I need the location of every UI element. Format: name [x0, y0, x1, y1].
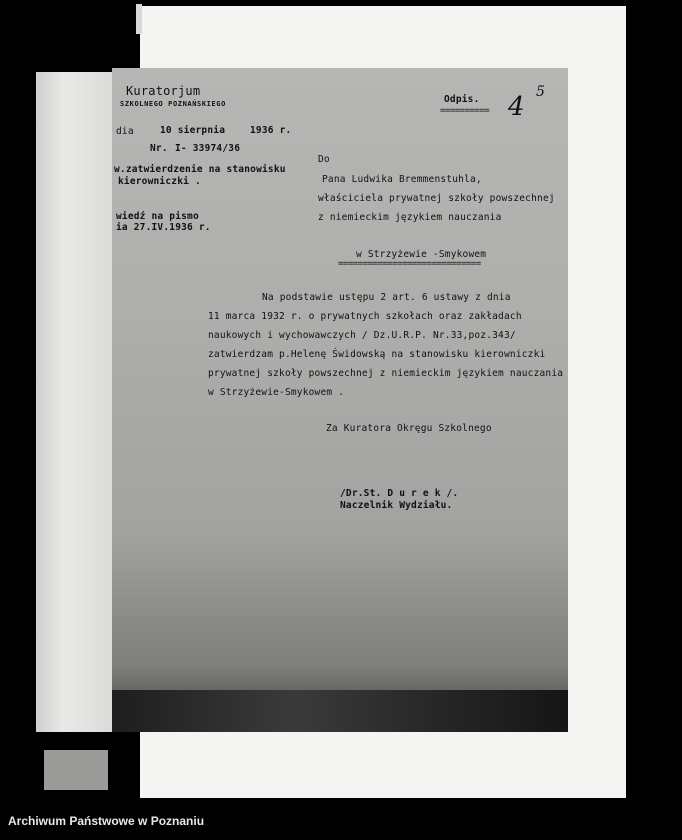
copy-mark: Odpis.: [444, 94, 480, 105]
background-sheet-edge: [136, 4, 142, 34]
subject-line-1: w.zatwierdzenie na stanowisku: [114, 164, 286, 175]
closing-line: Za Kuratora Okręgu Szkolnego: [326, 423, 492, 434]
archive-footer: Archiwum Państwowe w Poznaniu: [8, 814, 205, 828]
left-paper-strip: [36, 72, 114, 732]
left-strip-foot: [44, 750, 108, 790]
subject-line-2: kierowniczki .: [118, 176, 201, 187]
reference-number: I- 33974/36: [175, 143, 241, 154]
reply-reference-1: wiedź na pismo: [116, 211, 199, 222]
place-underline: =============================: [338, 259, 481, 269]
body-line-2: 11 marca 1932 r. o prywatnych szkołach oraz zakładach: [208, 311, 522, 322]
signature-name: /Dr.St. D u r e k /.: [340, 488, 459, 499]
copy-mark-underline: ==========: [440, 106, 490, 116]
reply-reference-2: ia 27.IV.1936 r.: [116, 222, 211, 233]
recipient-to: Do: [318, 154, 330, 165]
institution-subtitle: SZKOLNEGO POZNAŃSKIEGO: [120, 100, 226, 108]
body-line-4: zatwierdzam p.Helenę Świdowską na stanowisku kierowniczki: [208, 349, 546, 360]
body-line-6: w Strzyżewie-Smykowem .: [208, 387, 345, 398]
signature-title: Naczelnik Wydziału.: [340, 500, 453, 511]
document-bottom-shadow: [112, 690, 568, 732]
letter-date: 10 sierpnia: [160, 125, 226, 136]
recipient-line-3: z niemieckim językiem nauczania: [318, 212, 502, 223]
institution-name: Kuratorjum: [126, 84, 201, 98]
body-line-3: naukowych i wychowawczych / Dz.U.R.P. Nr.33,poz.343/: [208, 330, 516, 341]
recipient-place: w Strzyżewie -Smykowem: [356, 249, 487, 260]
letter-year: 1936 r.: [250, 125, 292, 136]
body-line-1: Na podstawie ustępu 2 art. 6 ustawy z dnia: [262, 292, 511, 303]
recipient-line-2: właściciela prywatnej szkoły powszechnej: [318, 193, 555, 204]
page-number: 5: [536, 84, 545, 100]
date-prefix: dia: [116, 126, 134, 137]
body-line-5: prywatnej szkoły powszechnej z niemieckim językiem nauczania: [208, 368, 564, 379]
handwritten-number: 4: [508, 92, 525, 122]
recipient-line-1: Pana Ludwika Bremmenstuhla,: [322, 174, 482, 185]
number-prefix: Nr.: [150, 143, 168, 154]
